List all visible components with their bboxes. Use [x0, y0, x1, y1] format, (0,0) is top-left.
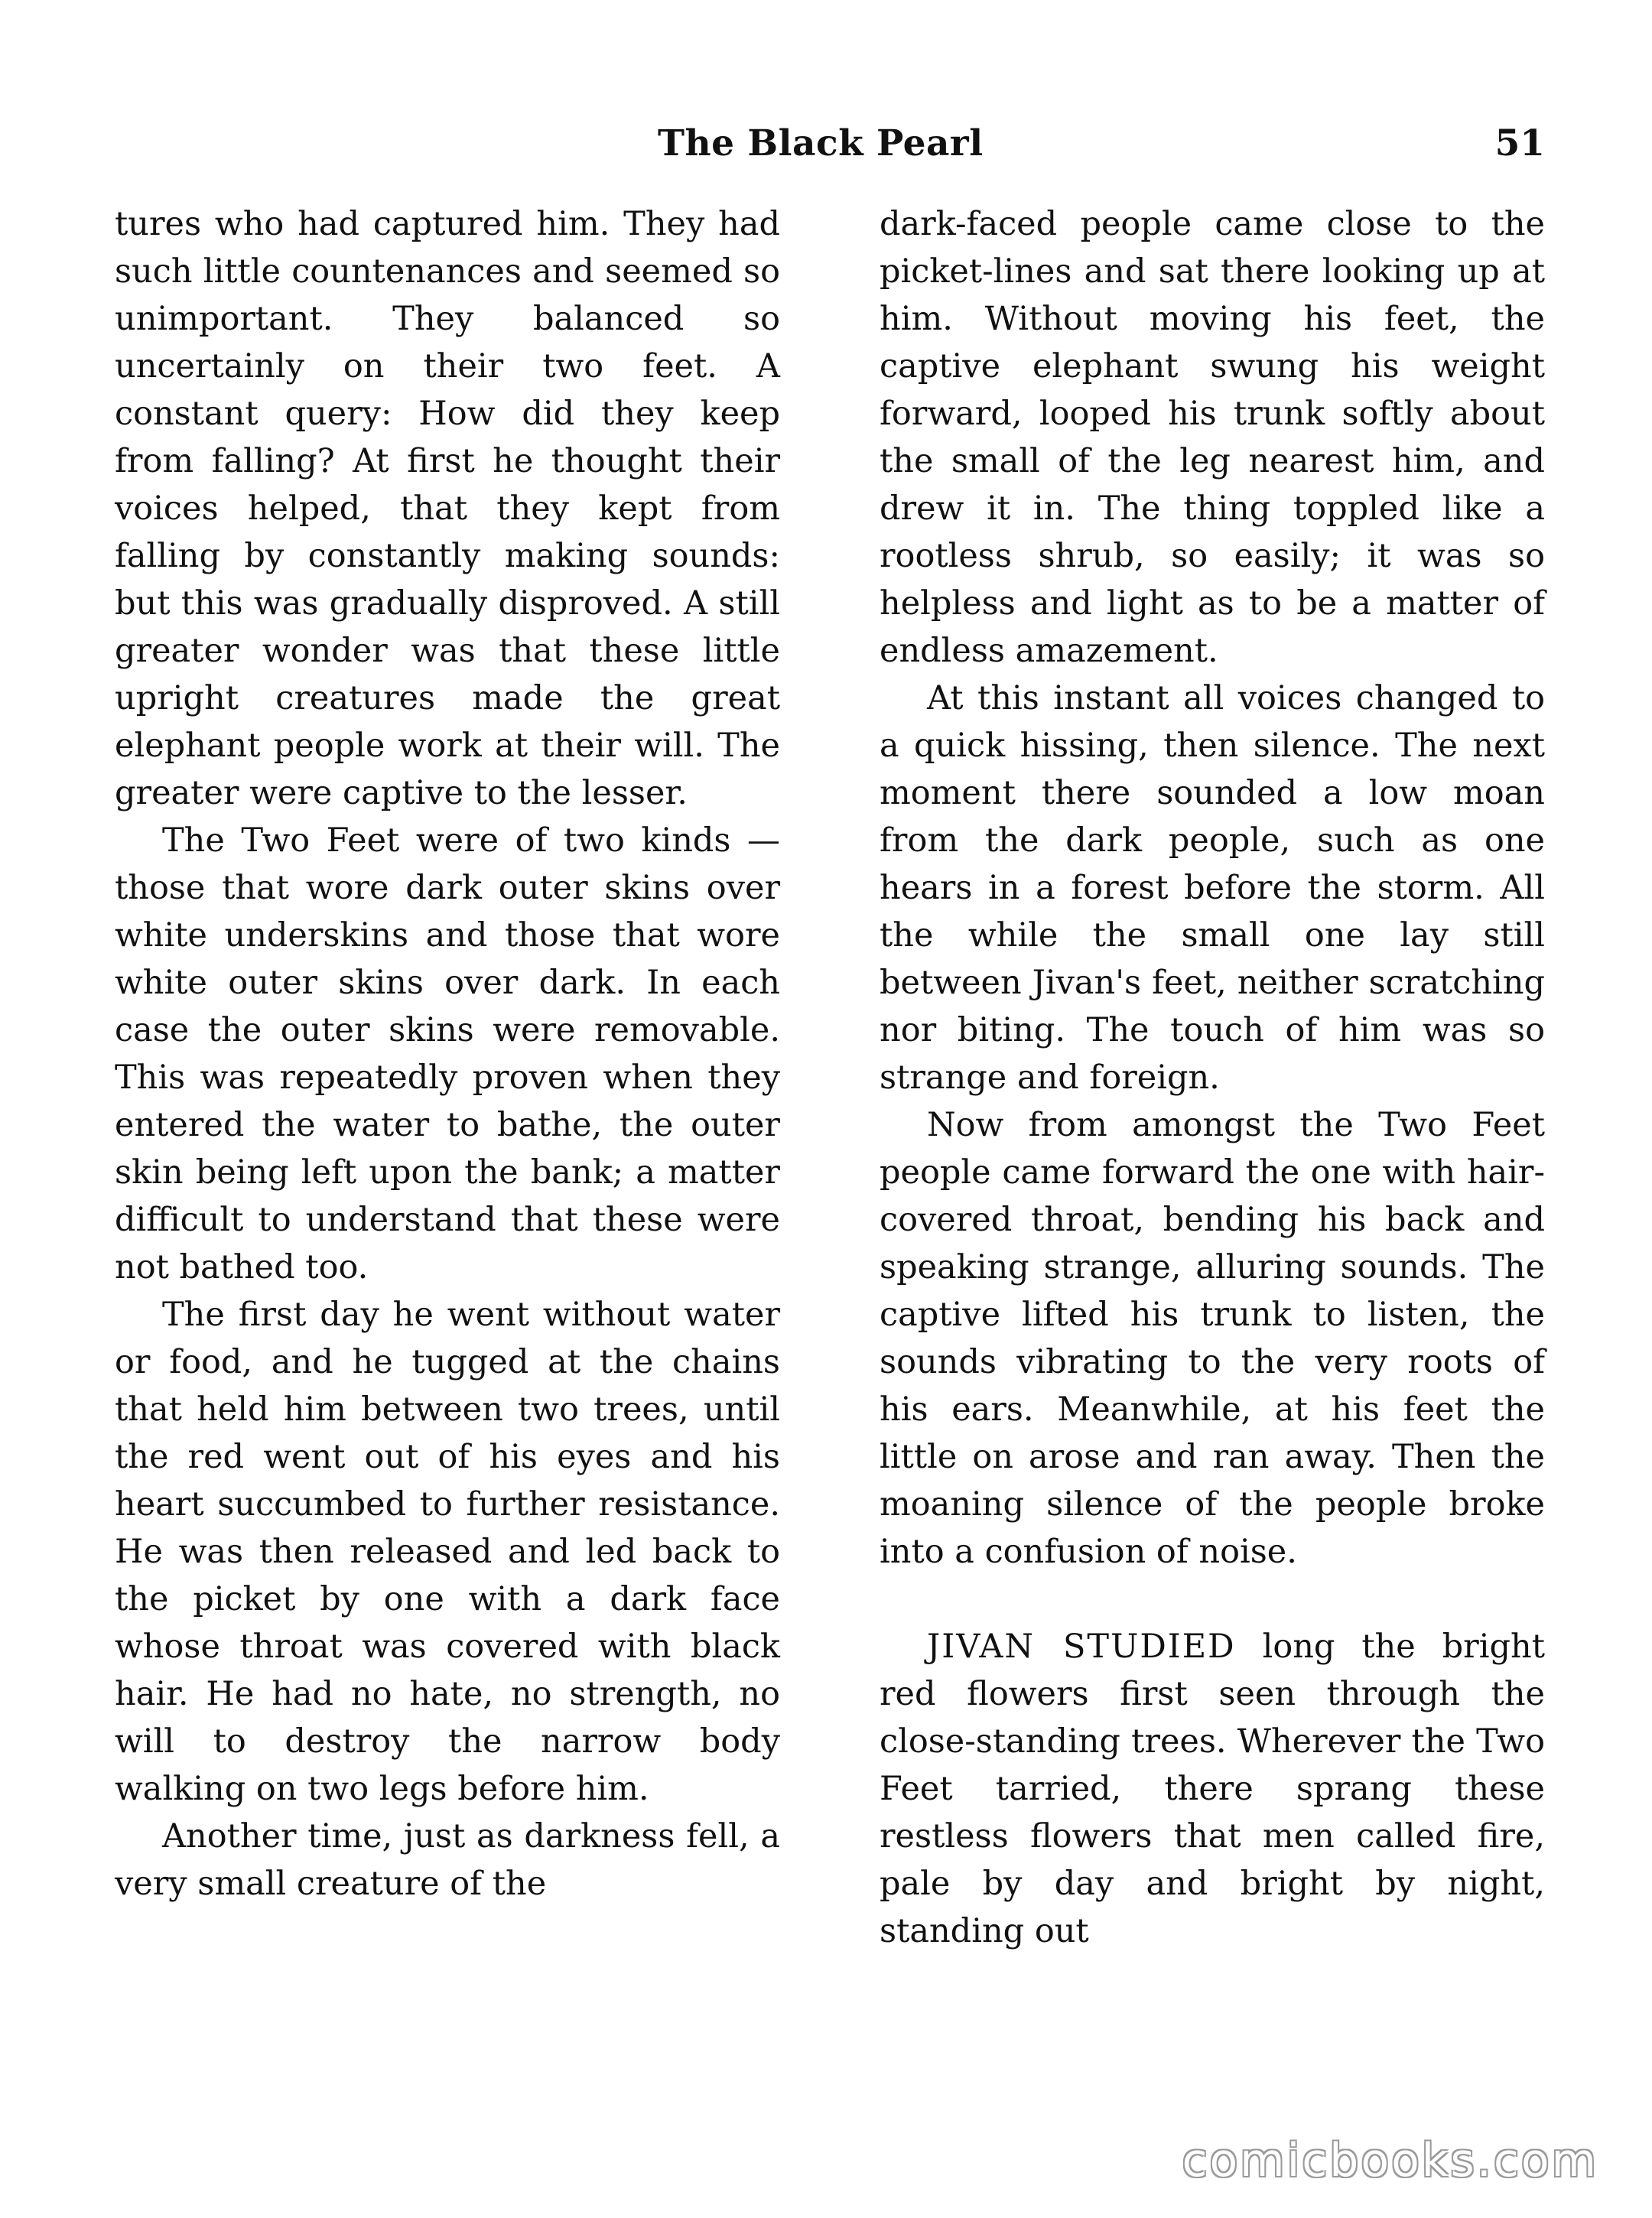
paragraph: The Two Feet were of two kinds — those that wore dark outer skins over white underskins and those that wore white outer skins over dark. In each case the outer skins were removable. This was repeatedly proven when they entered the water to bathe, the outer skin being left upon the bank; a matter difficult to understand that these were not bathed too.: [115, 821, 780, 1286]
paragraph: Now from amongst the Two Feet people came forward the one with hair-covered throat, bending his back and speaking strange, alluring sounds. The captive lifted his trunk to listen, the sounds vibrating to the very roots of his ears. Meanwhile, at his feet the little on arose and ran away. Then the moaning silence of the people broke into a confusion of noise.: [880, 1106, 1545, 1571]
right-column: [880, 200, 1545, 1955]
section-lead-words: JIVAN STUDIED: [927, 1628, 1236, 1666]
section-start-paragraph: [880, 1623, 1545, 1955]
paragraph: tures who had captured him. They had such little countenances and seemed so unimportant. They balanced so uncertainly on their two feet. A constant query: How did they keep from falling? At first he thought their voices helped, that they kept from falling by constantly making sounds: but this was gradually disproved. A still greater wonder was that these little upright creatures made the great elephant people work at their will. The greater were captive to the lesser.: [115, 205, 780, 812]
watermark-logo: comicbooks.com: [1182, 2134, 1598, 2187]
page-number: 51: [1494, 122, 1545, 164]
paragraph: Another time, just as darkness fell, a very small creature of the: [115, 1817, 780, 1903]
paragraph: dark-faced people came close to the picket-lines and sat there looking up at him. Without moving his feet, the captive elephant swung his weight forward, looped his trunk softly about the small of the leg nearest him, and drew it in. The thing toppled like a rootless shrub, so easily; it was so helpless and light as to be a matter of endless amazement.: [880, 205, 1545, 670]
paragraph: The first day he went without water or food, and he tugged at the chains that held him between two trees, until the red went out of his eyes and his heart succumbed to further resistance. He was then released and led back to the picket by one with a dark face whose throat was covered with black hair. He had no hate, no strength, no will to destroy the narrow body walking on two legs before him.: [115, 1296, 780, 1808]
left-column: [115, 200, 780, 1907]
paragraph: At this instant all voices changed to a quick hissing, then silence. The next moment there sounded a low moan from the dark people, such as one hears in a forest before the storm. All the while the small one lay still between Jivan's feet, neither scratching nor biting. The touch of him was so strange and foreign.: [880, 679, 1545, 1097]
running-title: The Black Pearl: [658, 122, 984, 164]
section-text: long the bright red flowers first seen through the close-standing trees. Wherever the Two Feet tarried, there sprang these restless flowers that men called fire, pale by day and bright by night, standing out: [880, 1628, 1545, 1950]
